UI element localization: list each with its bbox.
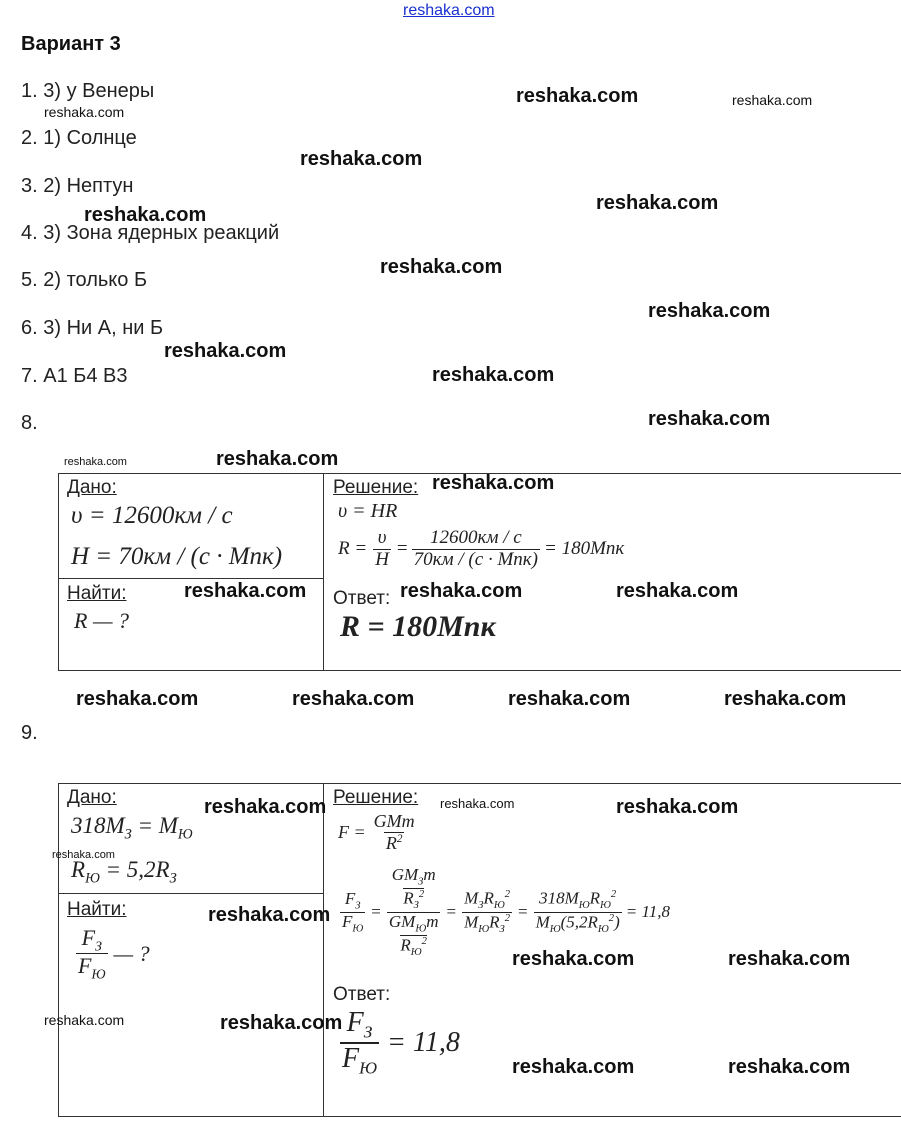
task8-formula: υ = HR (338, 500, 398, 522)
task9-ratio-result: = 11,8 (625, 902, 670, 922)
watermark: reshaka.com (648, 300, 771, 322)
task9-answer-fraction: $\frac{F_З}{F_Ю}$ (342, 1007, 378, 1078)
watermark: reshaka.com (440, 796, 515, 811)
task8-answer-label: Ответ: (333, 588, 391, 609)
task8-frac-values (412, 528, 540, 571)
task8-divider (323, 473, 324, 671)
task8-frac-vh (373, 528, 391, 571)
answer-6: 6. 3) Ни А, ни Б (21, 317, 164, 339)
frac-denominator: $R^2$ (385, 832, 403, 853)
task9-given-label: Дано: (67, 787, 117, 808)
fraction: $\frac{F_З}{F_Ю}$ (342, 888, 364, 935)
task8-given-hubble: H = 70км / (с · Мпк) (71, 543, 283, 570)
frac-numerator: $F_З$ (81, 925, 102, 954)
answer-7: 7. А1 Б4 В3 (21, 365, 128, 387)
answer-1: 1. 3) у Венеры (21, 80, 155, 102)
task9-given-mass: $318M_З = M_Ю$ (71, 813, 193, 843)
watermark: reshaka.com (596, 192, 719, 214)
watermark: reshaka.com (44, 1012, 125, 1028)
watermark: reshaka.com (216, 448, 339, 470)
watermark: reshaka.com (204, 796, 327, 818)
task8-calc-result: = 180Мпк (544, 538, 625, 560)
task8-find: R — ? (74, 608, 129, 633)
task8-calculation: R = $\frac{\upsilon}{H}$ = $\frac{12600км / с}{\text{70км / (с · Мпк)}}$ = 180Мпк (338, 527, 625, 570)
task9-given-radius: $R_Ю = 5,2R_З$ (71, 857, 177, 887)
frac-numerator: 12600км / с (429, 527, 522, 548)
watermark: reshaka.com (208, 904, 331, 926)
task9-find-fraction (76, 926, 108, 982)
watermark: reshaka.com (512, 1056, 635, 1078)
answer-5: 5. 2) только Б (21, 269, 148, 291)
watermark: reshaka.com (432, 364, 555, 386)
task9-solution-label: Решение: (333, 787, 419, 808)
fraction: $\frac{318M_ЮR_Ю^2}{M_Ю(5,2R_Ю^2)}$ (535, 888, 620, 935)
answer-3: 3. 2) Нептун (21, 175, 134, 197)
watermark: reshaka.com (184, 580, 307, 602)
top-watermark-link[interactable]: reshaka.com (403, 2, 495, 19)
task8-divider (58, 578, 323, 579)
watermark: reshaka.com (44, 104, 125, 120)
task9-gravity-formula: F = $\frac{\text{GMm}}{R^2}$ (338, 811, 415, 853)
watermark: reshaka.com (400, 580, 523, 602)
watermark: reshaka.com (52, 849, 115, 861)
watermark: reshaka.com (616, 796, 739, 818)
watermark: reshaka.com (724, 688, 847, 710)
task8-solution-label: Решение: (333, 477, 419, 498)
frac-denominator: $F_Ю$ (78, 953, 106, 982)
frac-denominator: H (375, 548, 389, 570)
watermark: reshaka.com (616, 580, 739, 602)
task9-divider (323, 783, 324, 1117)
page-title: Вариант 3 (21, 33, 121, 55)
watermark: reshaka.com (648, 408, 771, 430)
watermark: reshaka.com (220, 1012, 343, 1034)
task8-given-label: Дано: (67, 477, 117, 498)
answer-2: 2. 1) Солнце (21, 127, 137, 149)
frac-numerator: υ (377, 527, 387, 548)
task9-answer-label: Ответ: (333, 984, 391, 1005)
watermark: reshaka.com (516, 85, 639, 107)
task9-formula-fraction (372, 812, 417, 854)
watermark: reshaka.com (432, 472, 555, 494)
watermark: reshaka.com (728, 1056, 851, 1078)
watermark: reshaka.com (76, 688, 199, 710)
task8-answer: R = 180Мпк (340, 610, 496, 643)
task8-given-speed: υ = 12600км / с (71, 502, 233, 529)
answer-8: 8. (21, 412, 38, 434)
watermark: reshaka.com (508, 688, 631, 710)
watermark: reshaka.com (292, 688, 415, 710)
frac-denominator: 70км / (с · Мпк) (413, 548, 538, 570)
answer-4: 4. 3) Зона ядерных реакций (21, 222, 280, 244)
watermark: reshaka.com (164, 340, 287, 362)
watermark: reshaka.com (64, 456, 127, 468)
fraction: $GM_Зm$ $R_З^2$ $GM_Юm$ $R_Ю^2$ (388, 865, 439, 958)
watermark: reshaka.com (380, 256, 503, 278)
fraction: $\frac{M_ЗR_Ю^2}{M_ЮR_З^2}$ (464, 888, 510, 935)
task9-find-label: Найти: (67, 899, 127, 920)
task9-answer: $\frac{F_З}{F_Ю}$ = 11,8 (342, 1007, 460, 1078)
task9-divider (58, 893, 323, 894)
frac-numerator: GMm (373, 811, 415, 831)
task9-find: $\frac{F_З}{F_Ю}$ — ? (78, 925, 150, 982)
answer-9: 9. (21, 722, 38, 744)
watermark: reshaka.com (728, 948, 851, 970)
watermark: reshaka.com (512, 948, 635, 970)
watermark: reshaka.com (300, 148, 423, 170)
task8-find-label: Найти: (67, 583, 127, 604)
task9-ratio-derivation: $\frac{F_З}{F_Ю}$ = $GM_Зm$ $R_З^2$ $GM_Юm$ $R_Ю^2$ = $\frac{M_ЗR_Ю^2}{M_ЮR_З^2}$ = $\frac{318M_ЮR_Ю^2}{M_Ю(5,2R_Ю^2)}$ = 11,8 (342, 865, 670, 958)
task8-calc-lhs: R = (338, 538, 368, 560)
watermark: reshaka.com (84, 204, 207, 226)
watermark: reshaka.com (732, 92, 813, 108)
